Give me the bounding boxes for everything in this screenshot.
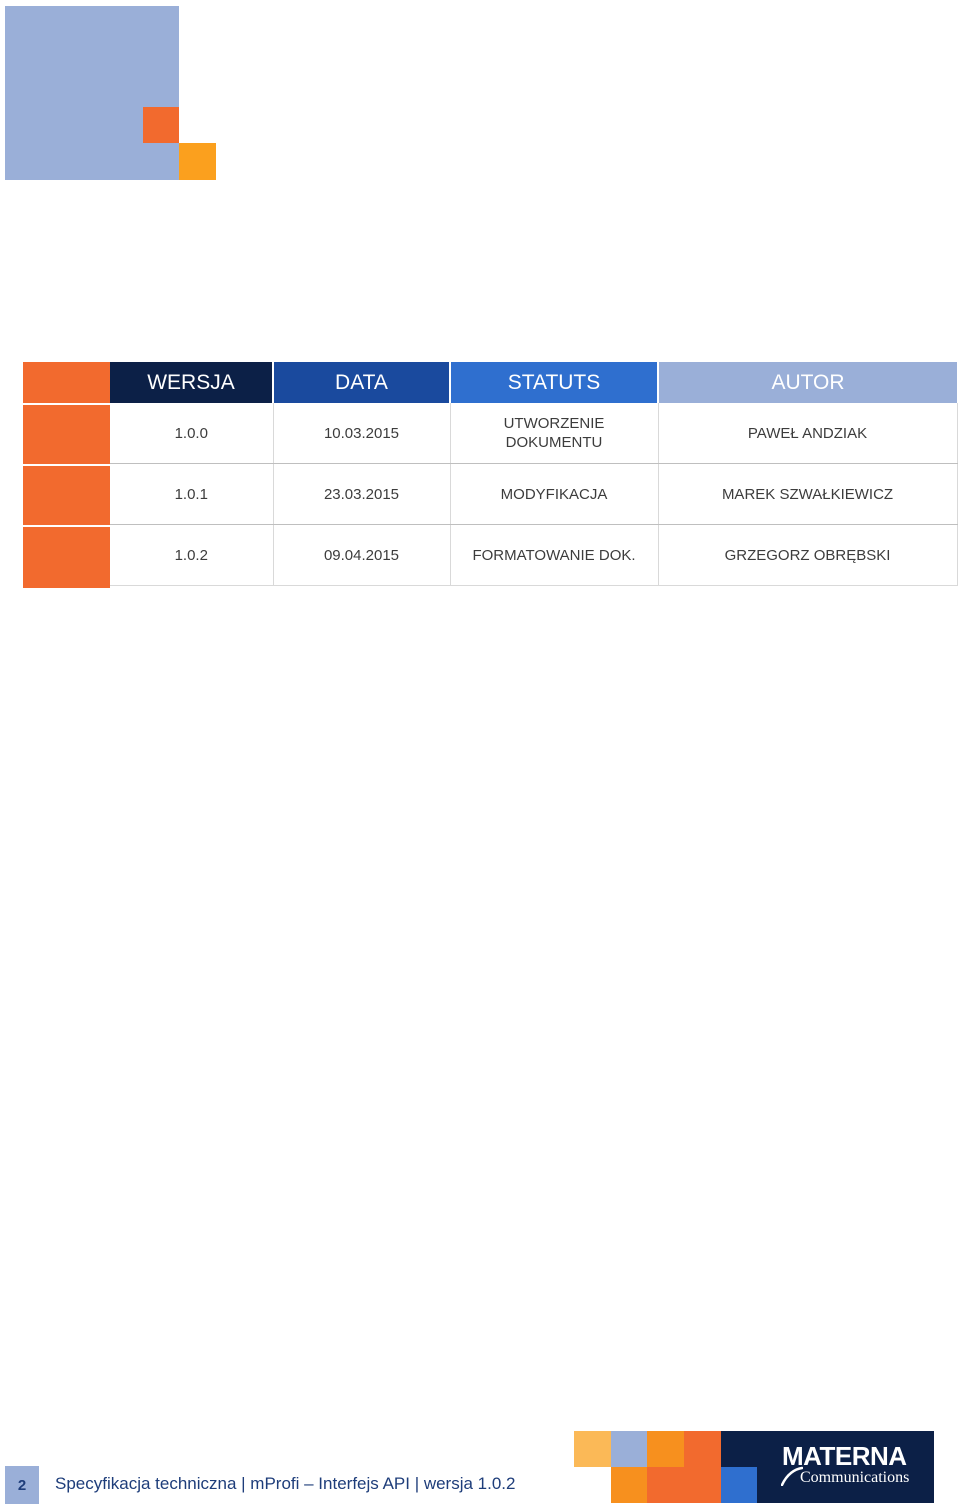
cell-date: 10.03.2015 xyxy=(273,403,450,464)
table-row xyxy=(110,464,957,525)
cell-date: 23.03.2015 xyxy=(273,464,450,525)
version-history-table xyxy=(110,362,958,586)
status-line: FORMATOWANIE DOK. xyxy=(472,546,636,564)
mosaic-tile xyxy=(647,1467,684,1503)
decor-yellow-square xyxy=(179,143,216,180)
page-number: 2 xyxy=(5,1466,39,1504)
side-bar-segment xyxy=(23,527,110,588)
cell-author: MAREK SZWAŁKIEWICZ xyxy=(658,464,957,525)
side-bar-segment xyxy=(23,362,110,405)
cell-version: 1.0.1 xyxy=(110,464,273,525)
cell-version: 1.0.2 xyxy=(110,525,273,586)
table-side-bar xyxy=(23,362,110,588)
table-header-row xyxy=(110,362,957,403)
table-row xyxy=(110,525,957,586)
logo-title: MATERNA xyxy=(782,1441,907,1471)
mosaic-tile xyxy=(574,1431,611,1467)
cell-author: GRZEGORZ OBRĘBSKI xyxy=(658,525,957,586)
decor-blue-square xyxy=(5,6,179,180)
status-line: MODYFIKACJA xyxy=(500,485,608,503)
cell-status xyxy=(450,525,658,586)
mosaic-tile xyxy=(721,1431,757,1467)
header-status: STATUTS xyxy=(450,362,658,403)
header-author: AUTOR xyxy=(658,362,957,403)
mosaic-tile xyxy=(611,1467,647,1503)
cell-version: 1.0.0 xyxy=(110,403,273,464)
mosaic-tile xyxy=(721,1467,757,1503)
cell-status xyxy=(450,403,658,464)
status-line: UTWORZENIE xyxy=(503,415,605,432)
mosaic-tile xyxy=(684,1467,721,1503)
mosaic-tile xyxy=(611,1431,647,1467)
status-line: DOKUMENTU xyxy=(505,434,603,451)
decor-orange-square xyxy=(143,107,179,143)
side-bar-segment xyxy=(23,405,110,466)
logo-subtitle: Communications xyxy=(800,1469,910,1486)
header-version: WERSJA xyxy=(110,362,273,403)
mosaic-tile xyxy=(684,1431,721,1467)
footer-text: Specyfikacja techniczna | mProfi – Interfejs API | wersja 1.0.2 xyxy=(55,1474,516,1493)
cell-date: 09.04.2015 xyxy=(273,525,450,586)
cell-status xyxy=(450,464,658,525)
header-date: DATA xyxy=(273,362,450,403)
cell-author: PAWEŁ ANDZIAK xyxy=(658,403,957,464)
side-bar-segment xyxy=(23,466,110,527)
table-row xyxy=(110,403,957,464)
mosaic-tile xyxy=(647,1431,684,1467)
